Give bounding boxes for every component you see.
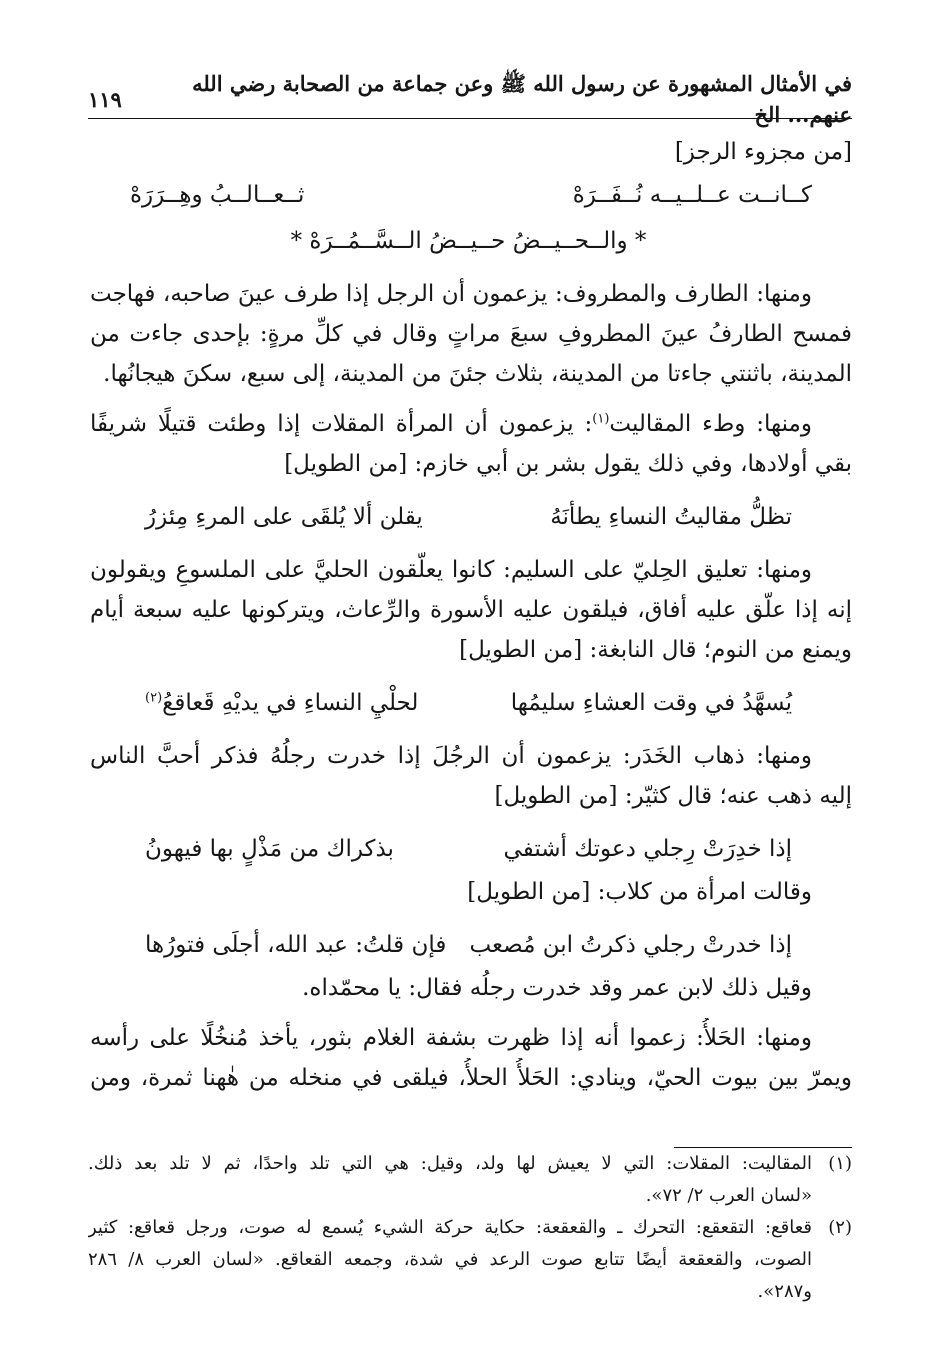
paragraph-line: ومنها: ذهاب الخَدَر: يزعمون أن الرجُلَ إذا خدرت رجلُهُ فذكر أحبَّ الناس (90, 743, 812, 769)
verse-second-hemistich: فإن قلتُ: عبد الله، أجلَى فتورُها (145, 932, 447, 958)
verse-second-hemistich (145, 683, 418, 723)
page-body (90, 132, 852, 1098)
footnotes (88, 1148, 852, 1308)
verse-couplet (90, 680, 852, 726)
footnote-line: و٢٨٧». (757, 1281, 812, 1302)
paragraph-line: إليه ذهب عنه؛ قال كثيّر: [من الطويل] (494, 783, 852, 809)
paragraph-line: وقالت امرأة من كلاب: [من الطويل] (467, 879, 812, 905)
verse-first-hemistich: كــانــت عــلــيــه نُــفَــرَهْ (572, 182, 812, 208)
paragraph-line: إنه إذا علّق عليه أفاق، فيلقون عليه الأسورة والرِّعاث، ويتركونها عليه سبعة أيام (90, 597, 852, 623)
footnote-line (88, 1212, 852, 1244)
paragraph-text: ومنها: وطء المقاليت (609, 411, 812, 437)
paragraph-line (90, 404, 852, 444)
footnote-line: «لسان العرب ٢/ ٧٢». (645, 1185, 812, 1206)
verse-first-hemistich: إذا خدرتْ رجلي ذكرتُ ابن مُصعب (469, 932, 792, 958)
verse-second-hemistich: بذكراك من مَذْلٍ بها فيهونُ (145, 836, 394, 862)
verse-couplet (90, 494, 852, 540)
paragraph-line: المدينة، باثنتي جاءتا من المدينة، بثلاث جئنَ من المدينة، إلى سبع، سكنَ هيجانُها. (103, 361, 852, 387)
paragraph-line: ويمرّ بين بيوت الحيّ، وينادي: الحَلأُ الحلأُ، فيلقى في منخله من هٰهنا ثمرة، ومن (90, 1065, 852, 1091)
verse-couplet (90, 826, 852, 872)
paragraph-line: ومنها: الطارف والمطروف: يزعمون أن الرجل إذا طرف عينَ صاحبه، فهاجت (90, 281, 812, 307)
footnote-marker: (١) (592, 411, 610, 427)
paragraph-line: ومنها: تعليق الحِليّ على السليم: كانوا يعلّقون الحليَّ على الملسوعِ ويقولون (90, 557, 812, 583)
meter-label: [من مجزوء الرجز] (674, 139, 852, 165)
page-number: ١١٩ (88, 86, 122, 112)
footnote-text: المقاليت: المقلات: التي لا يعيش لها ولد، وقيل: هي التي تلد واحدًا، ثم لا تلد بعد ذلك. (88, 1153, 812, 1174)
verse-second-hemistich: يقلن ألا يُلقَى على المرءِ مِئزرُ (145, 504, 423, 530)
verse-closing-line (90, 218, 852, 264)
verse-couplet (90, 172, 852, 218)
running-header (88, 71, 852, 127)
footnote-number: (٢) (828, 1217, 852, 1238)
verse-third-line: * والــحــيــضُ حــيــضُ الــسَّــمُــرَهْ * (290, 228, 647, 254)
paragraph-text: : يزعمون أن المرأة المقلات إذا وطئت قتيلًا شريفًا (90, 411, 593, 437)
paragraph-line: بقي أولادها، وفي ذلك يقول بشر بن أبي خازم: [من الطويل] (284, 451, 852, 477)
verse-first-hemistich: إذا خدِرَتْ رِجلي دعوتك أشتفي (503, 836, 792, 862)
footnote-line (88, 1148, 852, 1180)
running-title: في الأمثال المشهورة عن رسول الله ﷺ وعن جماعة من الصحابة رضي الله عنهم... الخ (192, 71, 852, 127)
footnote-marker: (٢) (145, 690, 163, 706)
paragraph-line: وقيل ذلك لابن عمر وقد خدرت رجلُه فقال: يا محمّداه. (302, 975, 812, 1001)
paragraph-line: ويمنع من النوم؛ قال النابغة: [من الطويل] (459, 637, 852, 663)
verse-text: لحلْيِ النساءِ في يديْهِ قَعاقعُ (162, 690, 419, 716)
footnote-number: (١) (828, 1153, 852, 1174)
paragraph-line: ومنها: الحَلأُ: زعموا أنه إذا ظهرت بشفة الغلام بثور، يأخذ مُنخُلًا على رأسه (90, 1025, 812, 1051)
verse-second-hemistich: ثــعــالــبُ وهِــرَرَهْ (130, 182, 305, 208)
verse-first-hemistich: تظلُّ مقاليتُ النساءِ يطأنَهُ (550, 504, 792, 530)
paragraph-line: فمسح الطارفُ عينَ المطروفِ سبعَ مراتٍ وقال في كلِّ مرةٍ: بإحدى جاءت من (90, 321, 852, 347)
footnote-line: الصوت، والقعقعة أيضًا تتابع صوت الرعد في شدة، وجمعه القعاقع. «لسان العرب ٨/ ٢٨٦ (88, 1249, 813, 1270)
verse-first-hemistich: يُسهَّدُ في وقت العشاءِ سليمُها (510, 690, 792, 716)
verse-couplet (90, 922, 852, 968)
footnote-text: قعاقع: التقعقع: التحرك ـ والقعقعة: حكاية حركة الشيء يُسمع له صوت، ورجل قعاقع: كثير (88, 1217, 812, 1238)
